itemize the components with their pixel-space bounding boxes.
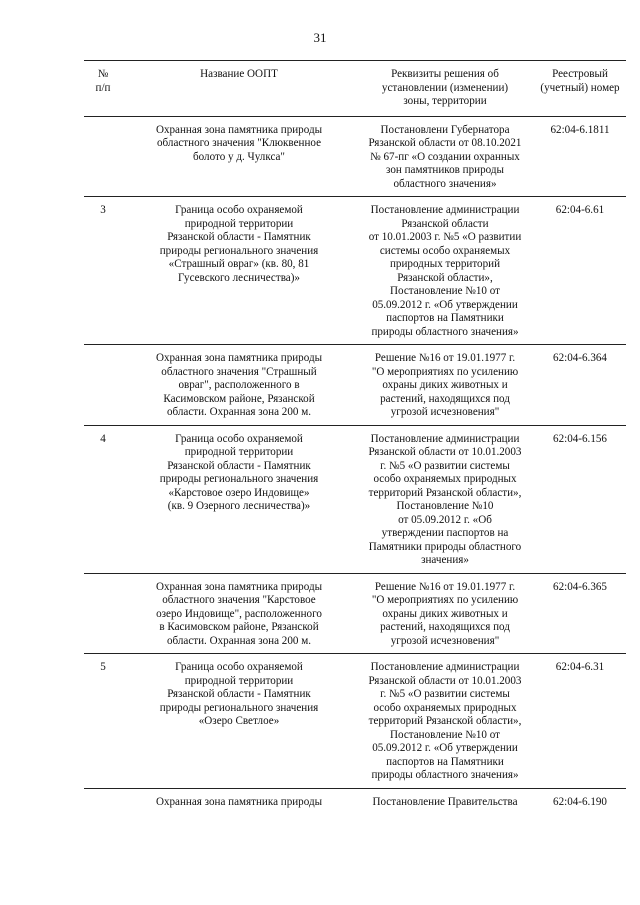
table-row	[84, 197, 626, 345]
row-num: 4	[84, 425, 122, 573]
table-row	[84, 425, 626, 573]
header-registry: Реестровый (учетный) номер	[534, 61, 626, 117]
row-name: Охранная зона памятника природы	[122, 788, 356, 809]
table-row	[84, 116, 626, 197]
row-name: Граница особо охраняемой природной территории Рязанской области - Памятник природы регионального значения «Карстовое озеро Индовище» (кв. 9 Озерного лесничества)»	[122, 425, 356, 573]
row-name: Охранная зона памятника природы областного значения "Клюквенное болото у д. Чулкса"	[155, 123, 323, 163]
row-num	[84, 116, 122, 197]
table-row	[84, 654, 626, 789]
row-registry: 62:04-6.31	[534, 654, 626, 789]
row-registry: 62:04-6.365	[534, 573, 626, 654]
row-decision: Постановлени Губернатора Рязанской области от 08.10.2021 № 67-пг «О создании охранных зон памятников природы областного значения»	[368, 123, 522, 190]
row-name: Граница особо охраняемой природной территории Рязанской области - Памятник природы регионального значения «Страшный овраг» (кв. 80, 81 Гусевского лесничества)»	[122, 197, 356, 345]
row-num	[84, 788, 122, 809]
row-num	[84, 345, 122, 426]
row-decision: Решение №16 от 19.01.1977 г. "О мероприятиях по усилению охраны диких животных и растений, находящихся под угрозой исчезновения"	[356, 345, 534, 426]
row-registry: 62:04-6.156	[534, 425, 626, 573]
table-header	[84, 61, 626, 117]
table-row	[84, 345, 626, 426]
row-num	[84, 573, 122, 654]
row-registry: 62:04-6.190	[534, 788, 626, 809]
header-name: Название ООПТ	[122, 61, 356, 117]
row-name: Охранная зона памятника природы областного значения "Карстовое озеро Индовище", расположенного в Касимовском районе, Рязанской области. Охранная зона 200 м.	[122, 573, 356, 654]
table-body	[84, 116, 626, 809]
row-name: Граница особо охраняемой природной территории Рязанской области - Памятник природы регионального значения «Озеро Светлое»	[122, 654, 356, 789]
row-decision: Постановление администрации Рязанской области от 10.01.2003 г. №5 «О развитии системы особо охраняемых природных территорий Рязанской области», Постановление №10 от 05.09.2012 г. «Об утверждении паспортов на Памятники природы областного значения»	[356, 197, 534, 345]
row-decision: Постановление администрации Рязанской области от 10.01.2003 г. №5 «О развитии системы особо охраняемых природных территорий Рязанской области», Постановление №10 от 05.09.2012 г. «Об утверждении паспортов на Памятники природы областного значения»	[356, 425, 534, 573]
row-registry: 62:04-6.364	[534, 345, 626, 426]
table-row	[84, 573, 626, 654]
oopt-table	[84, 60, 626, 809]
row-decision: Постановление администрации Рязанской области от 10.01.2003 г. №5 «О развитии системы особо охраняемых природных территорий Рязанской области», Постановление №10 от 05.09.2012 г. «Об утверждении паспортов на Памятники природы областного значения»	[356, 654, 534, 789]
header-decision: Реквизиты решения об установлении (изменении) зоны, территории	[356, 61, 534, 117]
row-num: 5	[84, 654, 122, 789]
header-num: № п/п	[84, 61, 122, 117]
row-registry: 62:04-6.61	[534, 197, 626, 345]
row-decision: Решение №16 от 19.01.1977 г. "О мероприятиях по усилению охраны диких животных и растений, находящихся под угрозой исчезновения"	[356, 573, 534, 654]
header-row	[84, 61, 626, 117]
row-num: 3	[84, 197, 122, 345]
row-registry: 62:04-6.1811	[550, 123, 610, 136]
table-row	[84, 788, 626, 809]
row-decision: Постановление Правительства	[356, 788, 534, 809]
row-name: Охранная зона памятника природы областного значения "Страшный овраг", расположенного в Касимовском районе, Рязанской области. Охранная зона 200 м.	[122, 345, 356, 426]
page-number: 31	[313, 30, 327, 45]
